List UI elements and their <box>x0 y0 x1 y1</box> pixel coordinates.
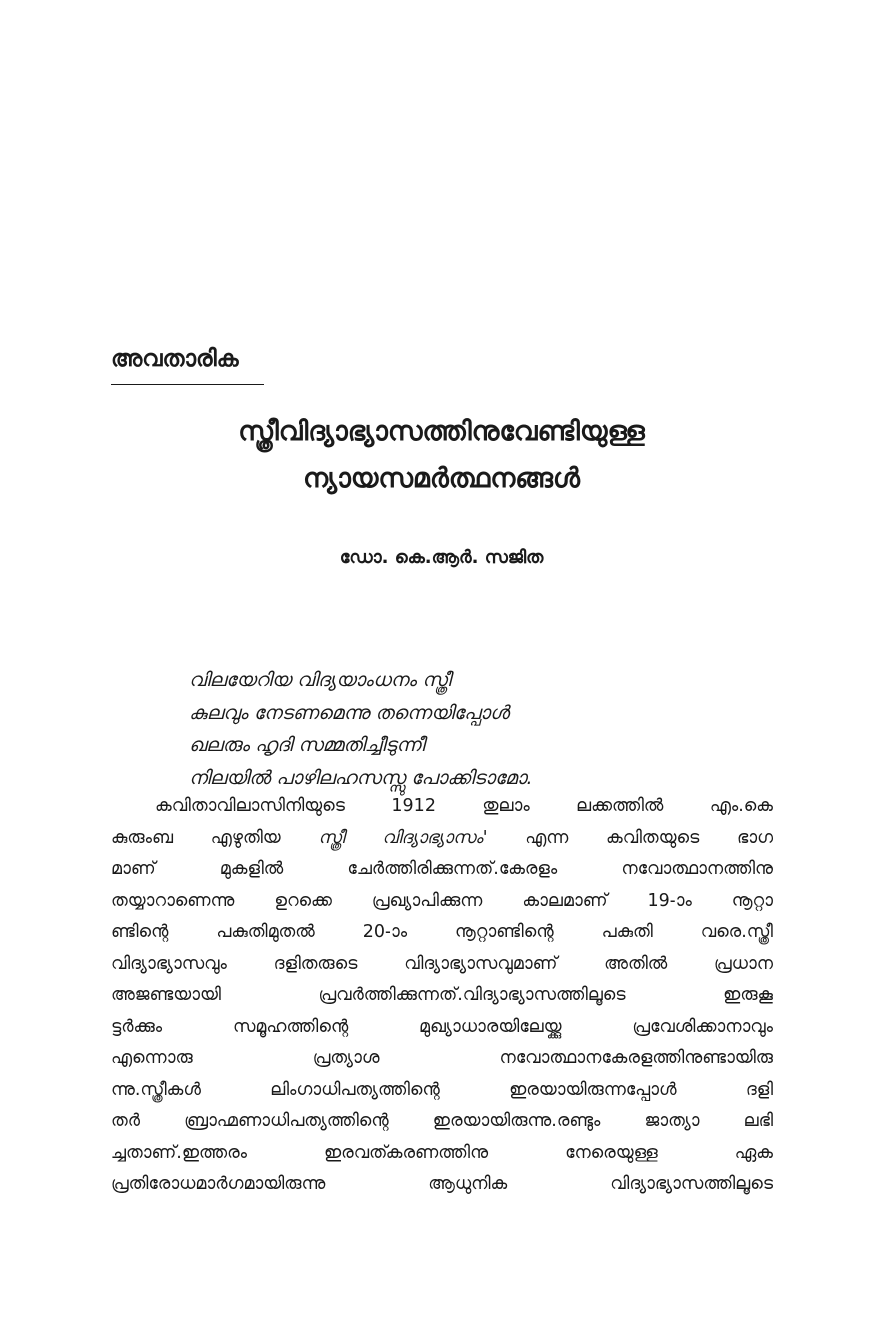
poem-line: കുലവും നേടണമെന്നു തന്നെയിപ്പോൾ <box>189 701 509 724</box>
body-line <box>111 823 773 855</box>
body-paragraph <box>111 791 773 1201</box>
chapter-title-line-1: സ്ത്രീവിദ്യാഭ്യാസത്തിനുവേണ്ടിയുള്ള <box>238 416 645 447</box>
epigraph-poem <box>189 664 533 794</box>
body-line: ച്ചതാണ്.ഇത്തരം ഇരവത്കരണത്തിനു നേരെയുള്ള ഏക <box>111 1142 773 1163</box>
poem-line: വിലയേറിയ വിദ്യയാംധനം സ്ത്രീ <box>189 669 451 691</box>
author-name: ഡോ. കെ.ആർ. സജിത <box>339 547 544 568</box>
body-line: എന്നൊരു പ്രത്യാശ നവോത്ഥാനകേരളത്തിനുണ്ടായിരു <box>111 1048 773 1068</box>
body-line: വിദ്യാഭ്യാസവും ദളിതരുടെ വിദ്യാഭ്യാസവുമാണ് അതിൽ പ്രധാന <box>111 953 773 974</box>
poem-line: ഖലരും ഹൃദി സമ്മതിച്ചീടുന്നീ <box>189 734 425 756</box>
chapter-title-line-2: ന്യായസമർത്ഥനങ്ങൾ <box>302 463 581 494</box>
body-line: അജണ്ടയായി പ്രവർത്തിക്കുന്നത്.വിദ്യാഭ്യാസത്തിലൂടെ ഇരുകൂ <box>111 985 773 1005</box>
body-line: ന്നു.സ്ത്രീകൾ ലിംഗാധിപത്യത്തിന്റെ ഇരയായിരുന്നപ്പോൾ ദളി <box>111 1079 773 1100</box>
poem-line: നിലയിൽ പാഴിലഹസസ്സു പോക്കിടാമോ. <box>189 766 533 789</box>
section-label: അവതാരിക <box>111 346 239 372</box>
section-underline <box>111 384 264 385</box>
body-line: പ്രതിരോധമാർഗമായിരുന്നു ആധുനിക വിദ്യാഭ്യാസത്തിലൂടെ <box>111 1174 773 1194</box>
body-text-segment: എന്ന കവിതയുടെ ഭാഗ <box>487 827 773 848</box>
body-line: മാണ് മുകളിൽ ചേർത്തിരിക്കുന്നത്.കേരളം നവോത്ഥാനത്തിനു <box>111 859 773 879</box>
body-line: ണ്ടിന്റെ പകുതിമുതൽ 20-ാം നൂറ്റാണ്ടിന്റെ പകുതി വരെ.സ്ത്രീ <box>111 922 773 942</box>
body-line: തർ ബ്രാഹ്മണാധിപത്യത്തിന്റെ ഇരയായിരുന്നു.രണ്ടും ജാത്യാ ലഭി <box>111 1111 773 1131</box>
poem-title-emphasis: സ്ത്രീ വിദ്യാഭ്യാസം' <box>318 827 488 848</box>
chapter-title <box>110 408 773 502</box>
body-line: കവിതാവിലാസിനിയുടെ 1912 തുലാം ലക്കത്തിൽ എം.കെ <box>155 796 773 816</box>
body-line: തയ്യാറാണെന്നു ഉറക്കെ പ്രഖ്യാപിക്കുന്ന കാലമാണ് 19-ാം നൂറ്റാ <box>111 890 773 911</box>
body-text-segment: കുരുംബ എഴുതിയ <box>111 827 319 848</box>
body-line: ട്ടർക്കും സമൂഹത്തിന്റെ മുഖ്യാധാരയിലേയ്ക്കു പ്രവേശിക്കാനാവും <box>111 1016 773 1037</box>
